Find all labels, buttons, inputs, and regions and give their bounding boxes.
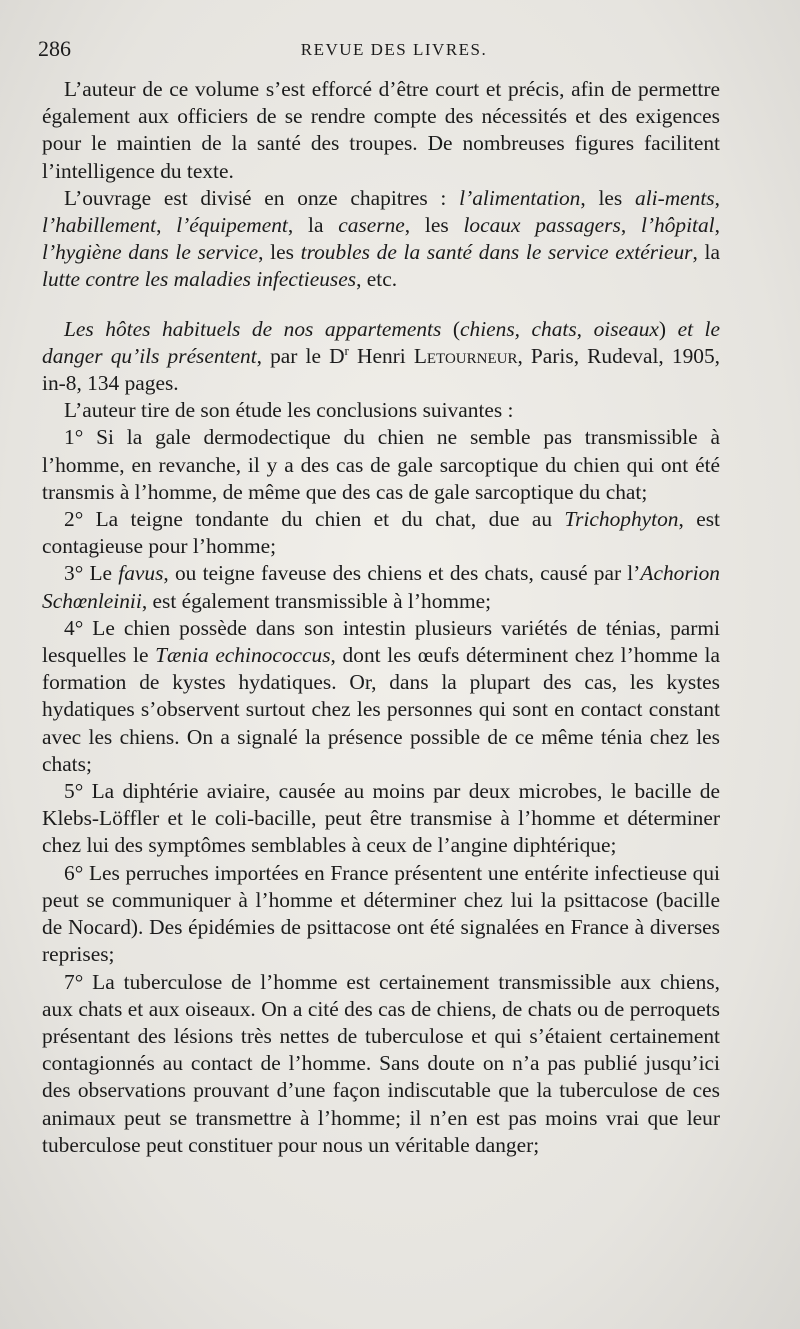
review1-paragraph-2 (42, 185, 720, 294)
species-name: Achorion Schœnleinii (42, 561, 720, 613)
review2-citation (42, 316, 720, 398)
chapter-title: caserne (338, 213, 405, 238)
text-run: ) (658, 316, 678, 341)
chapter-title: lutte contre les maladies infectieuses (42, 267, 357, 292)
text-run: 2° La teigne tondante du chien et du chat, due au (64, 507, 565, 532)
book-title: chiens, chats, oiseaux (460, 316, 659, 341)
text-run: , la (692, 240, 720, 265)
superscript: r (344, 342, 349, 358)
text-run: ( (441, 316, 460, 341)
text-run: , (714, 213, 720, 238)
text-run: 3° Le (64, 561, 119, 586)
conclusion-5: 5° La diphtérie aviaire, causée au moins par deux microbes, le bacille de Klebs-Löffler et le coli-bacille, peut être transmise à l’homme et déterminer chez lui des symptômes semblables à ceux de l’angine diphtérique; (42, 779, 720, 858)
species-name: Trichophyton (564, 507, 679, 532)
chapter-title: locaux passagers (463, 213, 621, 238)
conclusion-3 (42, 560, 720, 614)
text-run: , etc. (356, 267, 398, 292)
text-run: , est également transmissible à l’homme; (141, 588, 492, 613)
text-run: , (714, 185, 720, 210)
chapter-title: l’hôpital (640, 213, 715, 238)
author-first-name: Henri (348, 343, 414, 368)
page-header (38, 36, 750, 66)
running-title: REVUE DES LIVRES. (300, 40, 488, 59)
section-gap (42, 294, 720, 316)
page-number: 286 (38, 36, 71, 61)
conclusion-6: 6° Les perruches importées en France présentent une entérite infectieuse qui peut se communiquer à l’homme et déterminer chez lui la psittacose (bacille de Nocard). Des épidémies de psittacose ont été signalées en France à diverses reprises; (42, 860, 720, 967)
text-run: , est contagieuse pour l’homme; (42, 507, 720, 559)
chapter-title: l’équipement (176, 213, 288, 238)
chapter-title: l’alimentation (459, 185, 581, 210)
text-run: , dont les œufs déterminent chez l’homme la formation de kystes hydatiques. Or, dans la plupart des cas, les kystes hydatiques s’observent surtout chez les personnes qui sont en contact constant avec les chiens. On a signalé la présence possible de ce même ténia chez les chats; (42, 643, 720, 776)
conclusion-7: 7° La tuberculose de l’homme est certainement transmissible aux chiens, aux chats et aux oiseaux. On a cité des cas de chiens, de chats ou de perroquets présentant des lésions très nettes de tuberculose et qui s’étaient certainement contagionnés au contact de l’homme. Sans doute on n’a pas publié jusqu’ici des observations prouvant d’une façon indiscutable que la tuberculose de ces animaux peut se transmettre à l’homme; il n’en est pas moins vrai que leur tuberculose peut constituer pour nous un véritable danger; (42, 969, 720, 1157)
publication-details: , Paris, Rudeval, 1905, in-8, 134 pages. (42, 343, 721, 396)
text-run: , les (258, 240, 301, 265)
text-run: L’ouvrage est divisé en onze chapitres : (64, 185, 460, 210)
author-last-name: Letourneur (413, 343, 518, 368)
body-text (42, 76, 720, 1159)
chapter-title: troubles de la santé dans le service extérieur (300, 240, 693, 265)
review1-paragraph-1: L’auteur de ce volume s’est efforcé d’être court et précis, afin de permettre également aux officiers de se rendre compte des nécessités et des exigences pour le maintien de la santé des troupes. De nombreuses figures facilitent l’intelligence du texte. (42, 77, 720, 183)
text-run: , (156, 213, 177, 238)
species-name: Tænia echinococcus (155, 643, 331, 668)
chapter-title: ali-ments (635, 185, 715, 210)
species-name: favus (118, 561, 164, 586)
text-run: , la (287, 213, 339, 238)
text-run: , les (404, 213, 464, 238)
text-run: , les (580, 185, 636, 210)
book-title: et le danger qu’ils présentent (42, 316, 720, 368)
chapter-title: l’habillement (42, 213, 157, 238)
text-run: 4° Le chien possède dans son intestin plusieurs variétés de ténias, parmi lesquelles le (42, 615, 720, 668)
text-run: , (620, 213, 641, 238)
conclusion-4 (42, 615, 720, 778)
conclusion-2 (42, 506, 720, 560)
text-run: , par le D (256, 343, 345, 368)
book-title: Les hôtes habituels de nos appartements (64, 316, 442, 341)
review2-intro: L’auteur tire de son étude les conclusions suivantes : (64, 398, 514, 423)
conclusion-1: 1° Si la gale dermodectique du chien ne semble pas transmissible à l’homme, en revanche, il y a des cas de gale sarcoptique du chien qui ont été transmis à l’homme, de même que des cas de gale sarcoptique du chat; (42, 425, 720, 504)
text-run: , ou teigne faveuse des chiens et des chats, causé par l’ (163, 561, 641, 586)
chapter-title: l’hygiène dans le service (42, 240, 259, 265)
